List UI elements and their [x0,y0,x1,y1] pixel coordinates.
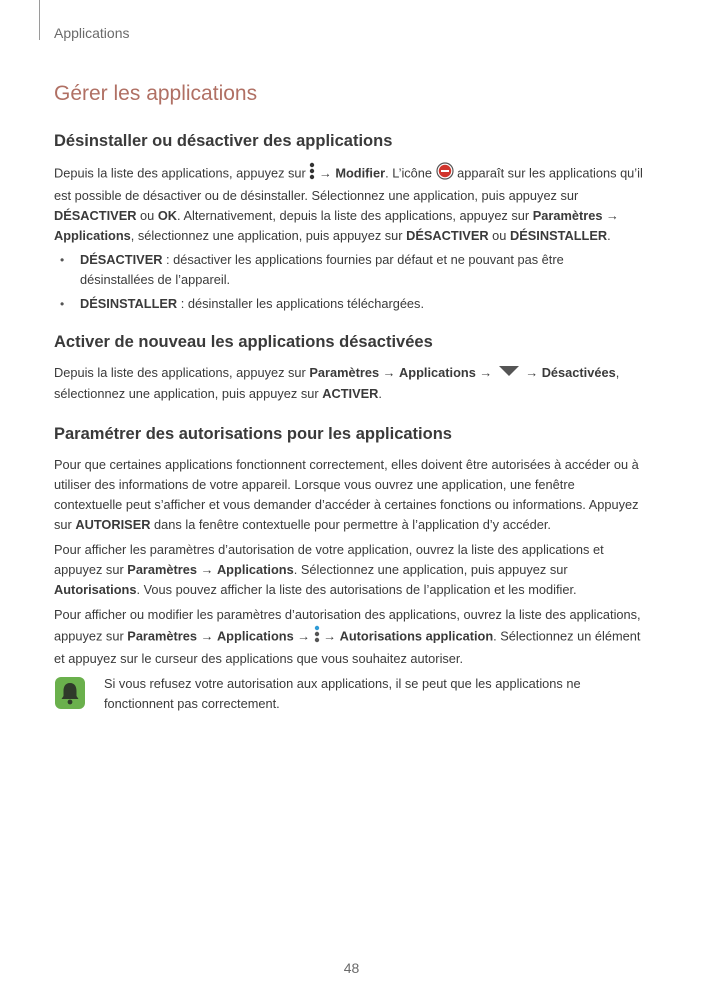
note-bell-icon [54,676,86,710]
heading-permissions: Paramétrer des autorisations pour les applications [54,425,452,443]
paragraph-permissions-1: Pour que certaines applications fonctionnent correctement, elles doivent être autorisées à accéder ou à utiliser des informations de votre appareil. Lorsque vous ouvrez une application, une fenêtre contextuelle peut s’afficher et vous demander d’accéder à certaines fonctions ou informations. Appuyez sur AUTORISER dans la fenêtre contextuelle pour permettre à l’application d’y accéder. [54,457,639,532]
heading-reactivate: Activer de nouveau les applications désactivées [54,333,433,351]
paragraph-permissions-2: Pour afficher les paramètres d’autorisation de votre application, ouvrez la liste des applications et appuyez sur Paramètres → Applications. Sélectionnez une application, puis appuyez sur Autorisations. Vous pouvez afficher la liste des autorisations de l’application et les modifier. [54,542,604,597]
margin-rule [39,0,40,40]
minus-circle-icon [436,162,454,186]
heading-uninstall: Désinstaller ou désactiver des applications [54,132,393,150]
paragraph-reactivate: Depuis la liste des applications, appuyez sur Paramètres → Applications → → Désactivées, sélectionnez une application, puis appuyez sur ACTIVER. [54,365,620,401]
bullet-marker: • [60,253,65,267]
paragraph-uninstall: Depuis la liste des applications, appuyez sur → Modifier. L’icône apparaît sur les applications qu’il est possible de désactiver ou de désinstaller. Sélectionnez une application, puis appuyez sur DÉSACTIVER ou OK. Alternativement, depuis la liste des applications, appuyez sur Paramètres → Applications, sélectionnez une application, puis appuyez sur DÉSACTIVER ou DÉSINSTALLER. [54,162,644,246]
bullet-desinstaller: DÉSINSTALLER : désinstaller les applications téléchargées. [80,296,425,311]
bullet-marker: • [60,297,65,311]
dropdown-triangle-icon [496,364,522,384]
page-number: 48 [343,960,360,976]
bullet-desactiver: DÉSACTIVER : désactiver les applications fournies par défaut et ne pouvant pas être désinstallées de l’appareil. [80,252,564,287]
paragraph-permissions-3: Pour afficher ou modifier les paramètres d’autorisation des applications, ouvrez la liste des applications, appuyez sur Paramètres → Applications → → Autorisations application. Sélectionnez un élément et appuyez sur le curseur des applications que vous souhaitez autoriser. [54,607,641,666]
section-header: Applications [54,25,130,41]
page-title: Gérer les applications [54,82,258,105]
note-text: Si vous refusez votre autorisation aux applications, il se peut que les applications ne fonctionnent pas correctement. [104,676,581,711]
